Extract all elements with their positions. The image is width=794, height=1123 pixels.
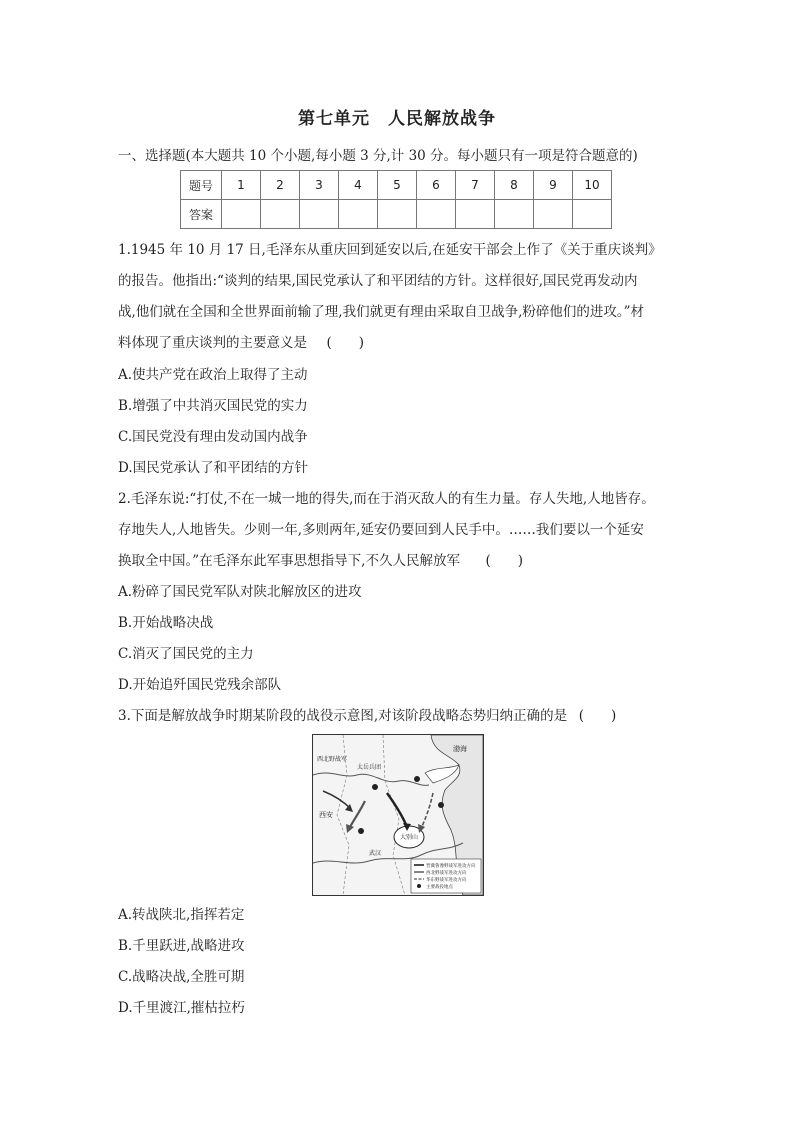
answer-table-number: 9	[534, 171, 573, 200]
answer-table-number: 5	[378, 171, 417, 200]
answer-table-number: 8	[495, 171, 534, 200]
question-3-option-a[interactable]: A.转战陕北,指挥若定	[118, 907, 245, 923]
question-1-option-c[interactable]: C.国民党没有理由发动国内战争	[118, 429, 308, 445]
answer-table-number-row	[181, 171, 612, 200]
question-1-stem-tail: 料体现了重庆谈判的主要意义是	[118, 335, 307, 351]
question-2-stem-line: 存地失人,人地皆失。少则一年,多则两年,延安仍要回到人民手中。……我们要以一个延安	[118, 522, 644, 538]
battle-map-svg	[313, 735, 483, 895]
section-heading: 一、选择题(本大题共 10 个小题,每小题 3 分,计 30 分。每小题只有一项是符合题意的)	[118, 148, 638, 164]
question-3-stem-line	[118, 708, 617, 724]
battle-map-figure	[312, 734, 484, 896]
answer-cell[interactable]	[222, 200, 261, 229]
question-1-option-a[interactable]: A.使共产党在政治上取得了主动	[118, 367, 308, 383]
map-label-northwest: 西北野战军	[317, 756, 348, 763]
question-1-option-d[interactable]: D.国民党承认了和平团结的方针	[118, 460, 309, 476]
question-2-option-b[interactable]: B.开始战略决战	[118, 615, 214, 631]
question-1-option-b[interactable]: B.增强了中共消灭国民党的实力	[118, 398, 308, 414]
answer-table-number: 2	[261, 171, 300, 200]
answer-cell[interactable]	[378, 200, 417, 229]
question-3-answer-paren: ( )	[578, 708, 617, 724]
question-3-option-d[interactable]: D.千里渡江,摧枯拉朽	[118, 1000, 245, 1016]
answer-cell[interactable]	[339, 200, 378, 229]
answer-table-number: 4	[339, 171, 378, 200]
question-2-answer-paren: ( )	[485, 553, 524, 569]
answer-cell[interactable]	[573, 200, 612, 229]
answer-table-number: 7	[456, 171, 495, 200]
question-1-answer-paren: ( )	[326, 335, 365, 351]
answer-cell[interactable]	[300, 200, 339, 229]
question-1-stem-line-last	[118, 335, 365, 351]
question-2-stem-tail: 换取全中国。”在毛泽东此军事思想指导下,不久人民解放军	[118, 553, 460, 569]
question-2-stem-line-last	[118, 553, 524, 569]
question-2-option-d[interactable]: D.开始追歼国民党残余部队	[118, 677, 282, 693]
map-legend-item: 主要战役地点	[426, 885, 453, 890]
question-3-option-b[interactable]: B.千里跃进,战略进攻	[118, 938, 245, 954]
answer-cell[interactable]	[495, 200, 534, 229]
question-2-option-c[interactable]: C.消灭了国民党的主力	[118, 646, 254, 662]
question-3-stem: 3.下面是解放战争时期某阶段的战役示意图,对该阶段战略态势归纳正确的是	[118, 708, 568, 724]
answer-table	[180, 170, 612, 229]
map-label-xian: 西安	[319, 811, 333, 819]
map-label-dabie: 大别山	[400, 834, 419, 841]
answer-cell[interactable]	[534, 200, 573, 229]
map-label-taiyue: 太岳兵团	[357, 764, 382, 771]
question-2-stem-line: 2.毛泽东说:“打仗,不在一城一地的得失,而在于消灭敌人的有生力量。存人失地,人地皆存。	[118, 491, 655, 507]
map-legend-item: 华东野战军进攻方向	[426, 878, 467, 883]
map-legend-item: 晋冀鲁豫野战军进攻方向	[426, 864, 476, 869]
question-3-option-c[interactable]: C.战略决战,全胜可期	[118, 969, 245, 985]
answer-table-answer-label: 答案	[181, 200, 222, 229]
answer-table-answer-row	[181, 200, 612, 229]
page-title: 第七单元 人民解放战争	[298, 109, 496, 129]
question-1-stem-line: 1.1945 年 10 月 17 日,毛泽东从重庆回到延安以后,在延安干部会上作了《关于重庆谈判》	[118, 242, 662, 258]
map-label-wuhan: 武汉	[369, 850, 382, 857]
answer-table-number: 6	[417, 171, 456, 200]
answer-cell[interactable]	[456, 200, 495, 229]
answer-table-number: 3	[300, 171, 339, 200]
question-2-option-a[interactable]: A.粉碎了国民党军队对陕北解放区的进攻	[118, 584, 362, 600]
map-label-bohai: 渤海	[453, 745, 467, 753]
question-1-stem-line: 的报告。他指出:“谈判的结果,国民党承认了和平团结的方针。这样很好,国民党再发动内	[118, 273, 638, 289]
answer-cell[interactable]	[261, 200, 300, 229]
question-1-stem-line: 战,他们就在全国和全世界面前输了理,我们就更有理由采取自卫战争,粉碎他们的进攻。”材	[118, 304, 645, 320]
map-legend-item: 西北野战军进攻方向	[426, 871, 467, 876]
answer-table-number: 1	[222, 171, 261, 200]
answer-table-number: 10	[573, 171, 612, 200]
answer-table-number-label: 题号	[181, 171, 222, 200]
answer-cell[interactable]	[417, 200, 456, 229]
